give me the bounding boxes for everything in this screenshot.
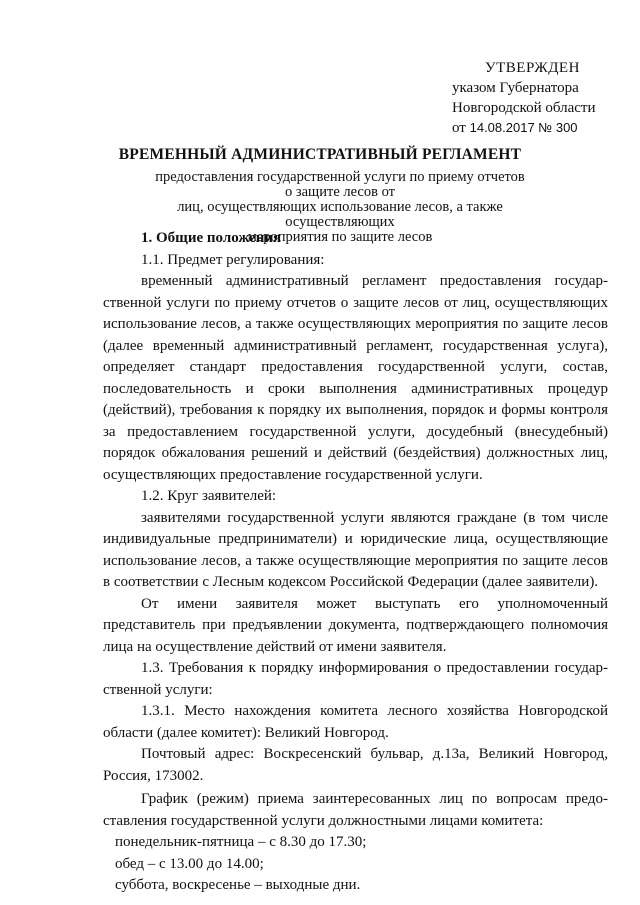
paragraph-line: временный административный регламент предоставления государ- <box>141 273 608 289</box>
paragraph-line: (действий), требования к порядку их выполнения, порядок и формы контроля <box>103 402 608 418</box>
paragraph-line: 1.3.1. Место нахождения комитета лесного хозяйства Новгородской <box>141 703 608 719</box>
approval-region: Новгородской области <box>452 100 596 116</box>
approval-date-number: 14.08.2017 № 300 <box>469 120 578 135</box>
approval-issuer: указом Губернатора <box>452 80 579 96</box>
schedule-line: суббота, воскресенье – выходные дни. <box>115 877 361 893</box>
subtitle-line: предоставления государственной услуги по приему отчетов о защите лесов от <box>155 169 525 200</box>
paragraph-line: использование лесов, а также осуществляющие мероприятия по защите лесов <box>103 552 608 569</box>
paragraph-line: Россия, 173002. <box>103 767 204 784</box>
subtitle-line: лиц, осуществляющих использование лесов, а также осуществляющих <box>177 199 503 230</box>
paragraph-line: лица на осуществление действий от имени заявителя. <box>103 638 447 655</box>
paragraph-line: использование лесов, а также осуществляющих мероприятия по защите лесов <box>103 316 608 332</box>
paragraph-line: заявителями государственной услуги являются граждане (в том числе <box>141 509 608 526</box>
subsection-heading: 1.1. Предмет регулирования: <box>141 251 325 268</box>
subsection-heading: 1.2. Круг заявителей: <box>141 488 277 504</box>
paragraph-line: последовательность и сроки выполнения административных процедур <box>103 380 608 397</box>
subtitle-line: мероприятия по защите лесов <box>247 229 433 245</box>
subsection-heading: 1.3. Требования к порядку информирования о предоставлении государ- <box>141 660 608 676</box>
paragraph-line: в соответствии с Лесным кодексом Российской Федерации (далее заявители). <box>103 574 599 590</box>
paragraph-line: за предоставлением государственной услуги, досудебный (внесудебный) <box>103 423 608 440</box>
paragraph-line: осуществляющих предоставление государственной услуги. <box>103 466 483 483</box>
paragraph-line: порядок обжалования решений и действий (бездействия) должностных лиц, <box>103 445 608 461</box>
document-body <box>103 228 608 897</box>
paragraph-line: От имени заявителя может выступать его уполномоченный <box>141 595 608 612</box>
approval-date-line <box>452 118 632 138</box>
paragraph-line: (далее временный административный регламент, государственная услуга), <box>103 337 608 354</box>
approval-heading: УТВЕРЖДЕН <box>485 60 580 76</box>
paragraph-line: области (далее комитет): Великий Новгород. <box>103 724 389 741</box>
paragraph-line: индивидуальные предприниматели) и юридические лица, осуществляющие <box>103 531 608 547</box>
schedule-line: понедельник-пятница – с 8.30 до 17.30; <box>115 834 367 850</box>
paragraph-line: представитель при предъявлении документа, подтверждающего полномочия <box>103 617 608 633</box>
paragraph-line: определяет стандарт предоставления государственной услуги, состав, <box>103 359 608 375</box>
paragraph-line: График (режим) приема заинтересованных лиц по вопросам предо- <box>141 791 608 807</box>
schedule-line: обед – с 13.00 до 14.00; <box>115 855 264 872</box>
document-title: ВРЕМЕННЫЙ АДМИНИСТРАТИВНЫЙ РЕГЛАМЕНТ <box>118 146 522 163</box>
paragraph-line: Почтовый адрес: Воскресенский бульвар, д.13а, Великий Новгород, <box>141 746 608 762</box>
paragraph-line: ставления государственной услуги должностными лицами комитета: <box>103 812 544 829</box>
section-heading: 1. Общие положения <box>141 230 282 246</box>
approval-date-prefix: от <box>452 120 466 136</box>
paragraph-line: ственной услуги по приему отчетов о защите лесов от лиц, осуществляющих <box>103 294 608 311</box>
paragraph-line: ственной услуги: <box>103 681 213 698</box>
approval-stamp <box>452 58 632 138</box>
